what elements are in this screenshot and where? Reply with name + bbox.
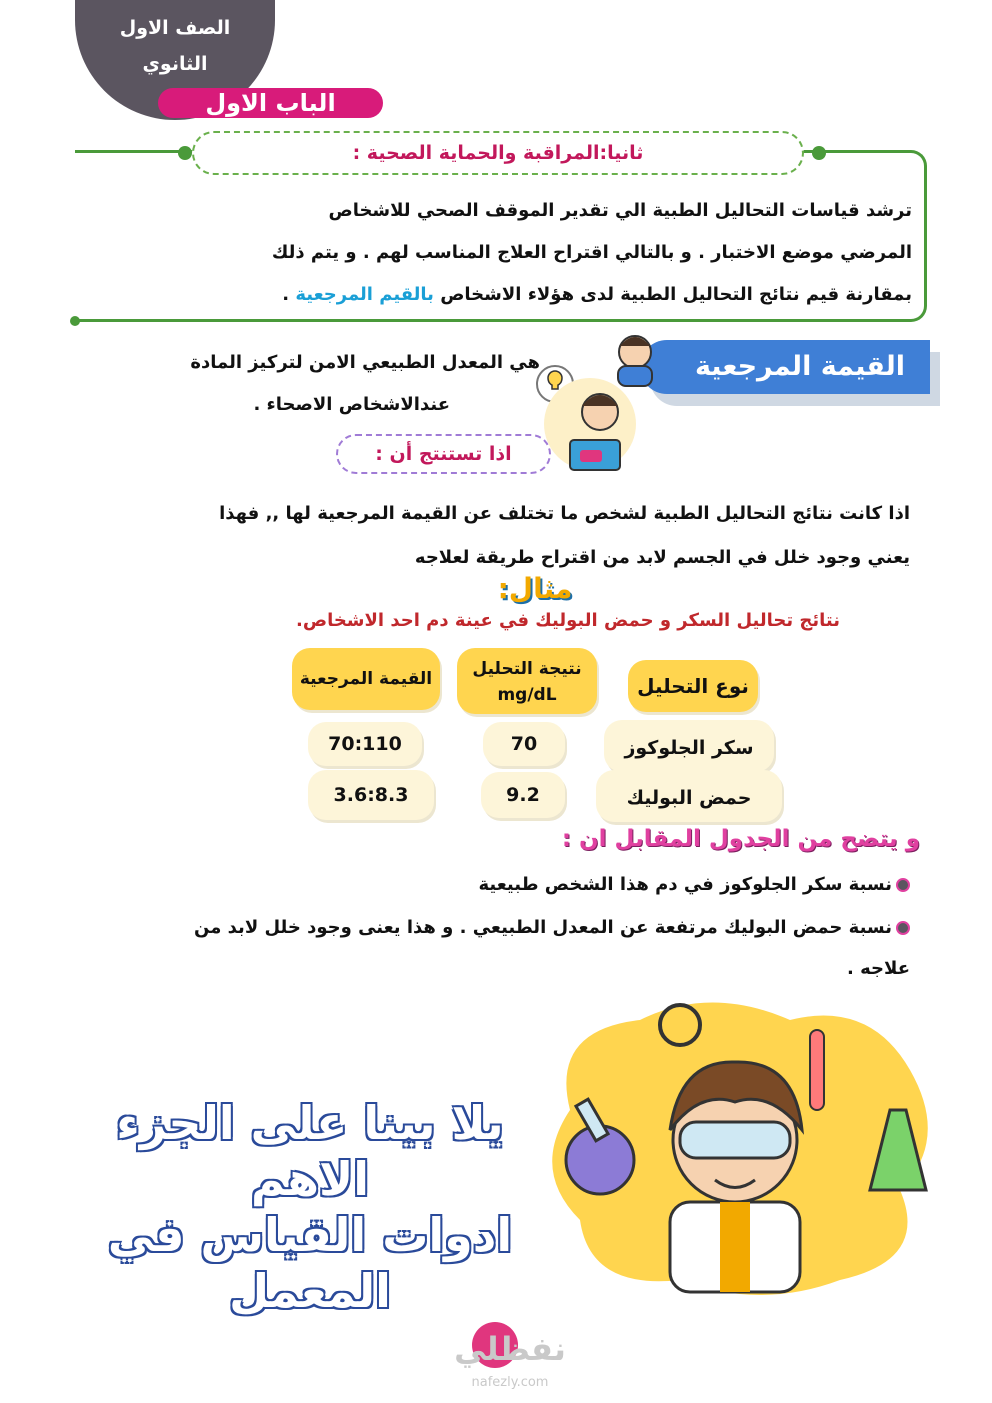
header-test-type: نوع التحليل [628,660,758,712]
brand-url: nafezly.com [471,1375,549,1390]
frame-dot-icon [70,316,80,326]
header-result-label: نتيجة التحليل [472,659,582,679]
header-result-unit: mg/dL [497,685,557,705]
header-result [457,648,597,714]
conclusion-line: يعني وجود خلل في الجسم لابد من اقتراح طريقة لعلاجه [414,547,910,568]
finding-bullet-1: نسبة سكر الجلوكوز في دم هذا الشخص طبيعية [90,862,910,908]
table-row-2-type: حمض البوليك [596,770,782,822]
definition-line: هي المعدل الطبيعي الامن لتركيز المادة [190,352,540,373]
reference-value-banner: القيمة المرجعية [640,340,930,394]
outro-line: المعمل [229,1264,391,1318]
section-title: ثانيا:المراقبة والحماية الصحية : [192,131,804,175]
grade-line-1: الصف الاول [119,17,231,39]
section-paragraph [160,190,912,316]
table-row-1-result: 70 [483,722,565,766]
definition-line: عندالاشخاص الاصحاء . [253,394,450,415]
finding-bullet-2-continued: علاجه . [847,958,910,979]
findings-heading: و يتضح من الجدول المقابل ان : [561,826,920,852]
table-row-2-result: 9.2 [481,772,565,818]
scientist-girl-illustration [530,990,950,1310]
brand-watermark: نفظلي [454,1330,566,1368]
paragraph-line: ترشد قياسات التحاليل الطبية الي تقدير الموقف الصحي للاشخاص [328,200,912,221]
reference-definition [130,342,540,426]
table-caption: نتائج تحاليل السكر و حمض البوليك في عينة دم احد الاشخاص. [296,610,840,631]
table-row-1-type: سكر الجلوكوز [604,720,774,772]
bullet-icon [896,878,910,892]
finding-bullet-2: نسبة حمض البوليك مرتفعة عن المعدل الطبيعي . و هذا يعنى وجود خلل لابد من [90,905,910,951]
outro-line: ادوات القياس في [107,1208,513,1262]
conclusion-paragraph [80,492,910,580]
table-row-2-reference: 3.6:8.3 [308,770,434,820]
chapter-badge: الباب الاول [158,88,383,118]
frame-dot-icon [812,146,826,160]
example-label: مثال: [497,572,573,605]
outro-message [60,1095,560,1319]
paragraph-line: المرضي موضع الاختبار . و بالتالي اقتراح العلاج المناسب لهم . و يتم ذلك [271,242,912,263]
reference-value-highlight: بالقيم المرجعية [295,284,434,305]
bullet-icon [896,921,910,935]
grade-line-2: الثانوي [142,53,208,75]
table-row-1-reference: 70:110 [308,722,422,766]
header-reference: القيمة المرجعية [292,648,440,710]
frame-dot-icon [178,146,192,160]
conclusion-line: اذا كانت نتائج التحاليل الطبية لشخص ما تختلف عن القيمة المرجعية لها ,, فهذا [219,503,910,524]
paragraph-line: بمقارنة قيم نتائج التحاليل الطبية لدى هؤلاء الاشخاص بالقيم المرجعية . [282,284,912,305]
outro-line: يلا بينا على الجزء الاهم [116,1096,504,1206]
conclusion-label: اذا تستنتج أن : [336,434,551,474]
